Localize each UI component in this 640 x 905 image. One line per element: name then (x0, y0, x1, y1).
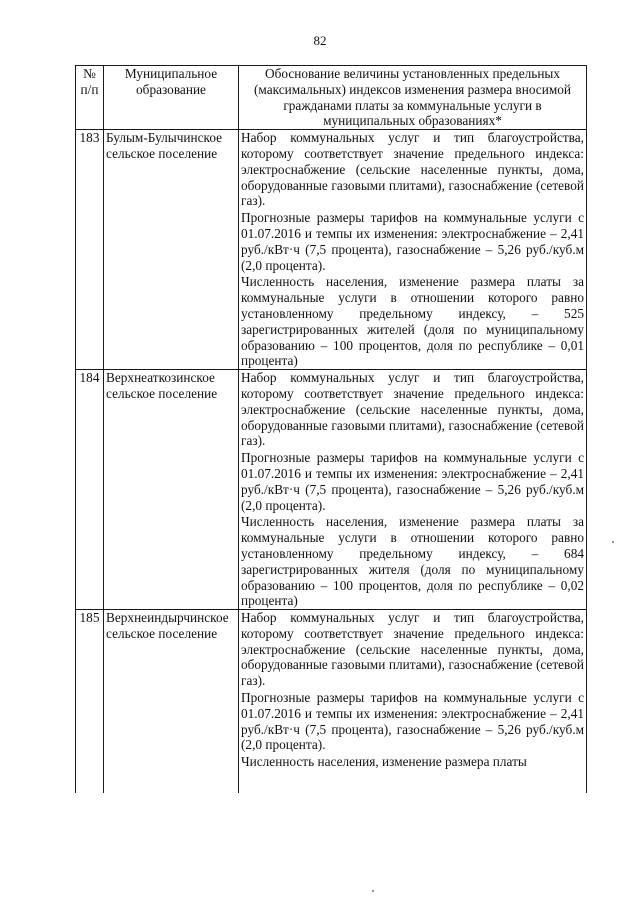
justification-cell (239, 610, 587, 794)
services-paragraph: Набор коммунальных услуг и тип благоустройства, которому соответствует значение предельного индекса: электроснабжение (сельские населенные пункты, дома, оборудованные газовыми плитами), газоснабжение (сетевой газ). (241, 130, 584, 209)
justification-cell (239, 370, 587, 610)
scan-speck (372, 890, 374, 892)
header-num: № п/п (76, 66, 104, 130)
header-municipality: Муниципальное образование (104, 66, 239, 130)
justification-cell (239, 130, 587, 370)
table-header-row (76, 66, 587, 130)
table-row (76, 610, 587, 794)
row-number: 184 (76, 370, 104, 610)
table-row (76, 370, 587, 610)
row-number: 185 (76, 610, 104, 794)
scan-speck (612, 541, 614, 543)
population-paragraph: Численность населения, изменение размера платы за коммунальные услуги в отношении которого равно установленному предельному индексу, – 525 зарегистрированных жителей (доля по муниципальному образованию – 100 процентов, доля по республике – 0,01 процента) (241, 274, 584, 369)
municipality-name: Верхнеиндырчинское сельское поселение (104, 610, 239, 794)
table-row (76, 130, 587, 370)
row-number: 183 (76, 130, 104, 370)
tariffs-paragraph: Прогнозные размеры тарифов на коммунальные услуги с 01.07.2016 и темпы их изменения: электроснабжение – 2,41 руб./кВт·ч (7,5 процента), газоснабжение – 5,26 руб./куб.м (2,0 процента). (241, 210, 584, 273)
tariffs-paragraph: Прогнозные размеры тарифов на коммунальные услуги с 01.07.2016 и темпы их изменения: электроснабжение – 2,41 руб./кВт·ч (7,5 процента), газоснабжение – 5,26 руб./куб.м (2,0 процента). (241, 690, 584, 753)
municipality-name: Верхнеаткозинское сельское поселение (104, 370, 239, 610)
page-number: 82 (313, 33, 327, 48)
population-paragraph: Численность населения, изменение размера платы за коммунальные услуги в отношении которого равно установленному предельному индексу, – 684 зарегистрированных жителя (доля по муниципальному образованию – 100 процентов, доля по республике – 0,02 процента) (241, 514, 584, 609)
services-paragraph: Набор коммунальных услуг и тип благоустройства, которому соответствует значение предельного индекса: электроснабжение (сельские населенные пункты, дома, оборудованные газовыми плитами), газоснабжение (сетевой газ). (241, 370, 584, 449)
population-paragraph: Численность населения, изменение размера платы (241, 754, 527, 770)
header-justification: Обоснование величины установленных предельных (максимальных) индексов изменения размера вносимой гражданами платы за коммунальные услуги в муниципальных образованиях* (239, 66, 587, 130)
tariff-table (75, 65, 587, 793)
municipality-name: Булым-Булычинское сельское поселение (104, 130, 239, 370)
services-paragraph: Набор коммунальных услуг и тип благоустройства, которому соответствует значение предельного индекса: электроснабжение (сельские населенные пункты, дома, оборудованные газовыми плитами), газоснабжение (сетевой газ). (241, 610, 584, 689)
tariffs-paragraph: Прогнозные размеры тарифов на коммунальные услуги с 01.07.2016 и темпы их изменения: электроснабжение – 2,41 руб./кВт·ч (7,5 процента), газоснабжение – 5,26 руб./куб.м (2,0 процента). (241, 450, 584, 513)
